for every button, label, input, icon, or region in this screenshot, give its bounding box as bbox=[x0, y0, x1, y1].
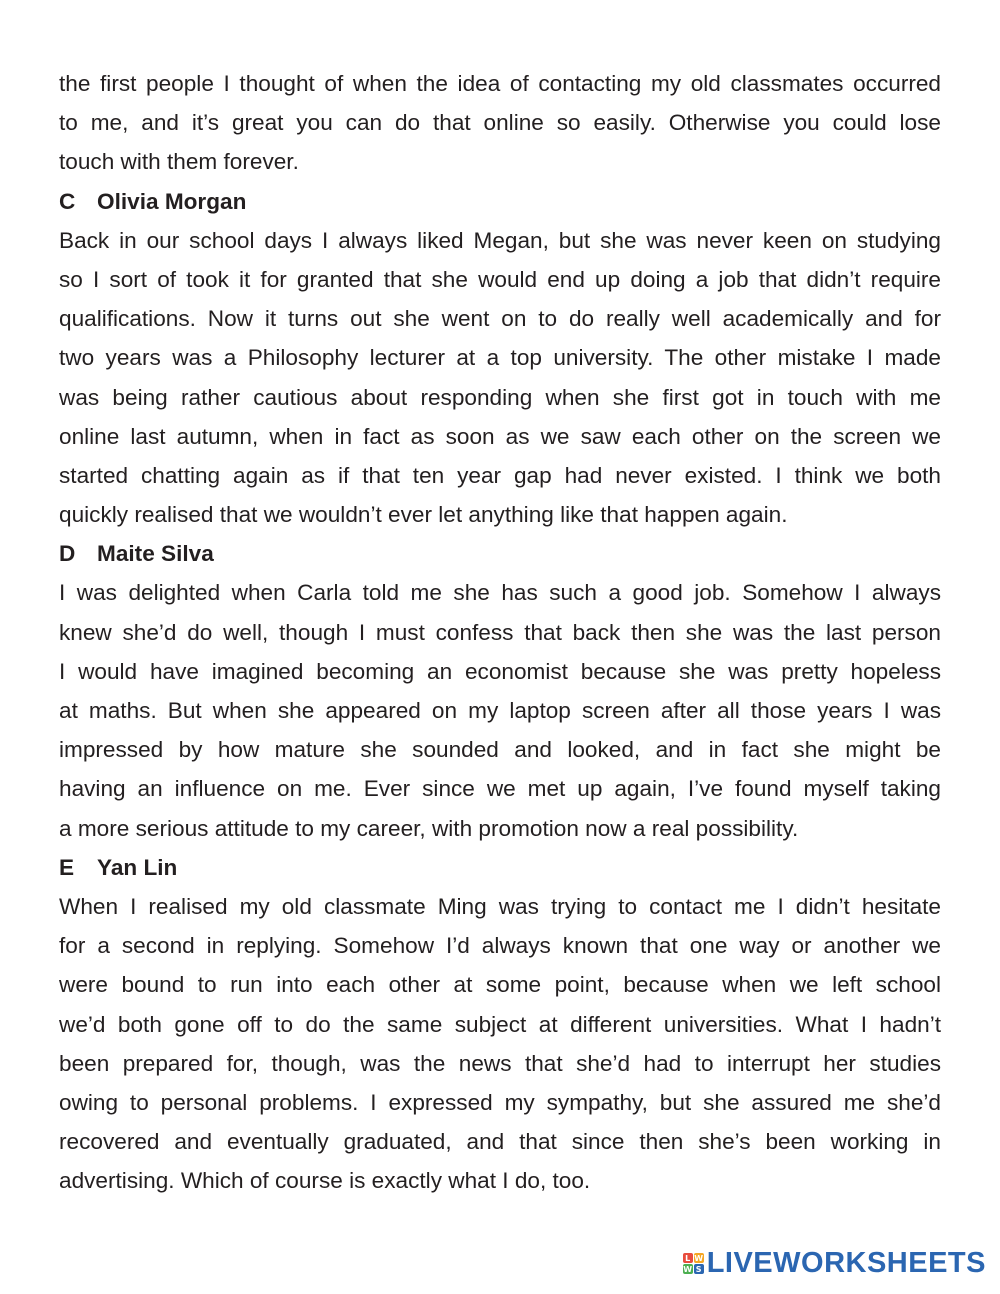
section-e bbox=[59, 848, 941, 1201]
paragraph-line: started chatting again as if that ten year gap had never existed. I think we both bbox=[59, 462, 941, 488]
section-heading bbox=[59, 848, 941, 887]
logo-text: LIVEWORKSHEETS bbox=[706, 1247, 986, 1279]
section-c bbox=[59, 182, 941, 535]
paragraph-line: the first people I thought of when the idea of contacting my old classmates occurred bbox=[59, 71, 941, 96]
paragraph-line: been prepared for, though, was the news that she’d had to interrupt her studies bbox=[59, 1050, 941, 1076]
logo-tile: L bbox=[683, 1253, 693, 1263]
paragraph-line: When I realised my old classmate Ming was trying to contact me I didn’t hesitate bbox=[59, 893, 941, 919]
paragraph-line: quickly realised that we wouldn’t ever let anything like that happen again. bbox=[59, 502, 788, 528]
section-letter: C bbox=[59, 188, 76, 214]
paragraph-line: to me, and it’s great you can do that online so easily. Otherwise you could lose bbox=[59, 110, 941, 136]
paragraph-line: having an influence on me. Ever since we met up again, I’ve found myself taking bbox=[59, 776, 941, 802]
liveworksheets-logo-icon bbox=[683, 1253, 704, 1274]
section-d bbox=[59, 534, 941, 848]
section-heading bbox=[59, 534, 941, 573]
section-letter: D bbox=[59, 541, 76, 567]
paragraph-line: recovered and eventually graduated, and that since then she’s been working in bbox=[59, 1129, 941, 1155]
paragraph-line: so I sort of took it for granted that she would end up doing a job that didn’t require bbox=[59, 266, 941, 292]
liveworksheets-logo[interactable] bbox=[683, 1247, 986, 1280]
person-name: Olivia Morgan bbox=[97, 188, 247, 214]
paragraph-line: I was delighted when Carla told me she has such a good job. Somehow I always bbox=[59, 580, 941, 606]
paragraph-line: a more serious attitude to my career, with promotion now a real possibility. bbox=[59, 815, 799, 841]
paragraph-line: for a second in replying. Somehow I’d always known that one way or another we bbox=[59, 933, 941, 959]
paragraph-line: were bound to run into each other at some point, because when we left school bbox=[59, 972, 941, 998]
logo-tile: W bbox=[694, 1253, 704, 1263]
paragraph-line: at maths. But when she appeared on my laptop screen after all those years I was bbox=[59, 698, 941, 723]
paragraph-line: owing to personal problems. I expressed my sympathy, but she assured me she’d bbox=[59, 1089, 941, 1115]
paragraph-line: Back in our school days I always liked Megan, but she was never keen on studying bbox=[59, 227, 941, 253]
paragraph-line: was being rather cautious about responding when she first got in touch with me bbox=[59, 384, 941, 410]
worksheet-text bbox=[59, 64, 941, 1200]
paragraph-line: advertising. Which of course is exactly what I do, too. bbox=[59, 1168, 591, 1194]
logo-tile: W bbox=[683, 1264, 693, 1274]
paragraph-line: we’d both gone off to do the same subject at different universities. What I hadn’t bbox=[59, 1011, 941, 1037]
intro-paragraph bbox=[59, 64, 941, 182]
section-letter: E bbox=[59, 854, 75, 880]
paragraph-line: touch with them forever. bbox=[59, 149, 299, 175]
paragraph-line: online last autumn, when in fact as soon as we saw each other on the screen we bbox=[59, 423, 941, 449]
paragraph-line: impressed by how mature she sounded and looked, and in fact she might be bbox=[59, 737, 941, 763]
paragraph-line: qualifications. Now it turns out she went on to do really well academically and for bbox=[59, 306, 941, 332]
person-name: Yan Lin bbox=[97, 854, 178, 880]
paragraph-line: I would have imagined becoming an economist because she was pretty hopeless bbox=[59, 658, 941, 684]
person-name: Maite Silva bbox=[97, 541, 214, 567]
section-heading bbox=[59, 182, 941, 221]
paragraph-line: knew she’d do well, though I must confess that back then she was the last person bbox=[59, 619, 941, 645]
paragraph-line: two years was a Philosophy lecturer at a top university. The other mistake I made bbox=[59, 345, 941, 371]
logo-tile: S bbox=[694, 1264, 704, 1274]
